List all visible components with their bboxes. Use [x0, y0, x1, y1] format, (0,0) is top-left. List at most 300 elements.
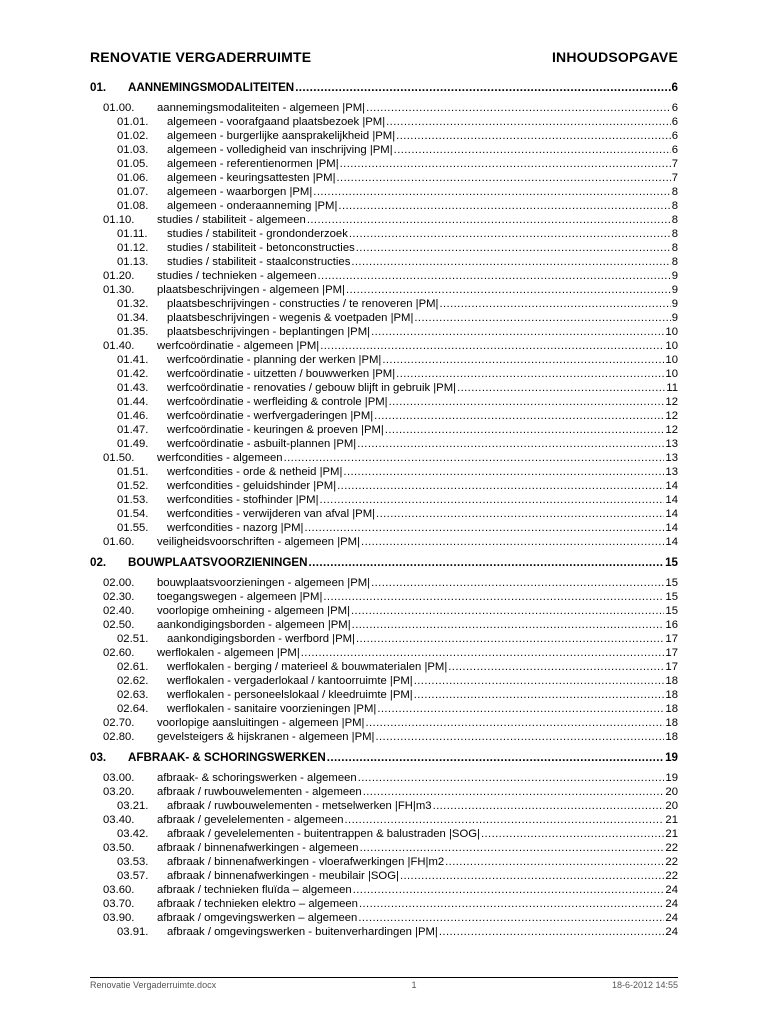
toc-entry[interactable]	[90, 171, 678, 185]
toc-entry[interactable]	[90, 702, 678, 716]
toc-leader-dots	[448, 660, 664, 674]
toc-entry-number: 02.63.	[117, 689, 149, 701]
toc-entry-page: 6	[671, 81, 678, 94]
toc-entry-title: afbraak / ruwbouwelementen - algemeen	[157, 786, 362, 798]
toc-entry[interactable]	[90, 101, 678, 115]
toc-entry-number: 01.49.	[117, 438, 149, 450]
toc-entry-title: voorlopige omheining - algemeen |PM|	[157, 605, 351, 617]
toc-entry-page: 12	[665, 396, 678, 408]
toc-leader-dots	[374, 409, 664, 423]
toc-entry-page: 6	[671, 102, 678, 114]
toc-entry-number: 01.46.	[117, 410, 149, 422]
toc-entry-number: 01.08.	[117, 200, 149, 212]
toc-entry-title: werflokalen - personeelslokaal / kleedruimte |PM|	[167, 689, 413, 701]
toc-entry[interactable]	[90, 479, 678, 493]
toc-entry-number: 01.44.	[117, 396, 149, 408]
toc-entry-page: 24	[665, 912, 678, 924]
toc-chapter-entry[interactable]	[90, 555, 678, 571]
document-title: RENOVATIE VERGADERRUIMTE	[90, 49, 312, 65]
toc-leader-dots	[375, 730, 664, 744]
toc-entry[interactable]	[90, 283, 678, 297]
toc-entry-page: 8	[671, 186, 678, 198]
toc-entry-page: 18	[665, 689, 678, 701]
toc-leader-dots	[386, 115, 671, 129]
toc-entry[interactable]	[90, 409, 678, 423]
toc-entry-title: algemeen - keuringsattesten |PM|	[167, 172, 336, 184]
toc-entry-page: 10	[665, 340, 678, 352]
toc-entry-page: 17	[665, 647, 678, 659]
toc-leader-dots	[394, 143, 671, 157]
toc-entry[interactable]	[90, 311, 678, 325]
toc-leader-dots	[400, 869, 664, 883]
toc-entry-number: 01.02.	[117, 130, 149, 142]
toc-entry-title: algemeen - onderaanneming |PM|	[167, 200, 338, 212]
toc-leader-dots	[295, 80, 670, 96]
toc-entry-title: afbraak / omgevingswerken - buitenverhardingen |PM|	[167, 926, 438, 938]
toc-leader-dots	[365, 716, 664, 730]
toc-entry-page: 24	[665, 884, 678, 896]
toc-entry[interactable]	[90, 241, 678, 255]
toc-entry[interactable]	[90, 827, 678, 841]
toc-entry-number: 01.10.	[103, 214, 135, 226]
toc-chapter-entry[interactable]	[90, 750, 678, 766]
toc-leader-dots	[366, 101, 671, 115]
toc-entry[interactable]	[90, 353, 678, 367]
toc-leader-dots	[323, 590, 664, 604]
toc-entry-title: werfcoördinatie - keuringen & proeven |PM|	[167, 424, 384, 436]
toc-entry-page: 18	[665, 703, 678, 715]
toc-entry-number: 01.60.	[103, 536, 135, 548]
toc-entry-title: algemeen - voorafgaand plaatsbezoek |PM|	[167, 116, 386, 128]
toc-entry-title: werfcoördinatie - werfvergaderingen |PM|	[167, 410, 374, 422]
toc-entry-page: 10	[665, 368, 678, 380]
toc-entry[interactable]	[90, 129, 678, 143]
toc-entry[interactable]	[90, 367, 678, 381]
toc-entry-title: werflokalen - berging / materieel & bouwmaterialen |PM|	[167, 661, 448, 673]
toc-entry[interactable]	[90, 604, 678, 618]
toc-entry-title: werflokalen - algemeen |PM|	[157, 647, 300, 659]
toc-leader-dots	[352, 618, 665, 632]
toc-leader-dots	[337, 479, 664, 493]
toc-entry-page: 8	[671, 256, 678, 268]
toc-leader-dots	[371, 325, 664, 339]
toc-entry-title: werfcoördinatie - asbuilt-plannen |PM|	[167, 438, 357, 450]
toc-entry-number: 03.42.	[117, 828, 149, 840]
toc-entry-title: afbraak / technieken fluïda – algemeen	[157, 884, 352, 896]
toc-entry-page: 9	[671, 270, 678, 282]
toc-entry[interactable]	[90, 841, 678, 855]
toc-entry[interactable]	[90, 437, 678, 451]
toc-entry-title: afbraak / ruwbouwelementen - metselwerken |FH|m3	[167, 800, 432, 812]
toc-entry-title: gevelsteigers & hijskranen - algemeen |PM|	[157, 731, 375, 743]
document-footer	[90, 980, 678, 990]
toc-entry-page: 14	[665, 522, 678, 534]
toc-entry[interactable]	[90, 799, 678, 813]
toc-entry[interactable]	[90, 269, 678, 283]
toc-entry-page: 7	[671, 158, 678, 170]
toc-entry-number: 01.03.	[117, 144, 149, 156]
toc-leader-dots	[445, 855, 664, 869]
toc-entry[interactable]	[90, 325, 678, 339]
toc-entry-page: 22	[665, 870, 678, 882]
toc-entry-page: 14	[665, 536, 678, 548]
toc-leader-dots	[346, 283, 671, 297]
toc-entry-title: algemeen - burgerlijke aansprakelijkheid |PM|	[167, 130, 396, 142]
toc-entry-title: werfcoördinatie - algemeen |PM|	[157, 340, 320, 352]
toc-leader-dots	[358, 771, 665, 785]
toc-entry[interactable]	[90, 493, 678, 507]
toc-leader-dots	[481, 827, 664, 841]
toc-entry[interactable]	[90, 227, 678, 241]
toc-entry-number: 01.40.	[103, 340, 135, 352]
toc-leader-dots	[320, 493, 665, 507]
toc-entry-page: 24	[665, 926, 678, 938]
toc-entry-page: 20	[665, 786, 678, 798]
toc-entry-title: toegangswegen - algemeen |PM|	[157, 591, 323, 603]
toc-entry-number: 01.07.	[117, 186, 149, 198]
document-header	[90, 49, 678, 69]
toc-leader-dots	[439, 925, 665, 939]
toc-entry[interactable]	[90, 297, 678, 311]
toc-entry-number: 01.54.	[117, 508, 149, 520]
toc-entry[interactable]	[90, 576, 678, 590]
toc-leader-dots	[309, 555, 665, 571]
toc-entry[interactable]	[90, 143, 678, 157]
toc-leader-dots	[358, 911, 664, 925]
toc-entry-page: 9	[671, 312, 678, 324]
toc-entry-page: 6	[671, 116, 678, 128]
toc-entry-title: AFBRAAK- & SCHORINGSWERKEN	[128, 751, 326, 764]
toc-entry-number: 03.91.	[117, 926, 149, 938]
toc-leader-dots	[313, 185, 670, 199]
toc-leader-dots	[439, 297, 670, 311]
toc-entry-number: 01.47.	[117, 424, 149, 436]
toc-leader-dots	[360, 841, 665, 855]
toc-entry-title: afbraak / gevelelementen - buitentrappen & balustraden |SOG|	[167, 828, 480, 840]
toc-entry-title: werfcondities - stofhinder |PM|	[167, 494, 319, 506]
toc-leader-dots	[361, 535, 664, 549]
toc-entry-number: 01.13.	[117, 256, 149, 268]
toc-leader-dots	[414, 674, 665, 688]
toc-entry-page: 19	[665, 751, 678, 764]
toc-leader-dots	[363, 785, 665, 799]
toc-entry-title: veiligheidsvoorschriften - algemeen |PM|	[157, 536, 361, 548]
toc-entry[interactable]	[90, 618, 678, 632]
toc-entry-number: 01.05.	[117, 158, 149, 170]
footer-datetime: 18-6-2012 14:55	[611, 980, 678, 990]
toc-entry-title: voorlopige aansluitingen - algemeen |PM|	[157, 717, 365, 729]
table-of-contents	[90, 80, 678, 939]
toc-entry[interactable]	[90, 813, 678, 827]
toc-entry[interactable]	[90, 674, 678, 688]
toc-entry-number: 01.06.	[117, 172, 149, 184]
toc-entry[interactable]	[90, 395, 678, 409]
toc-entry[interactable]	[90, 716, 678, 730]
toc-leader-dots	[376, 507, 664, 521]
toc-leader-dots	[351, 255, 670, 269]
toc-entry-title: studies / stabiliteit - algemeen	[157, 214, 306, 226]
toc-leader-dots	[385, 423, 665, 437]
toc-entry[interactable]	[90, 897, 678, 911]
toc-leader-dots	[349, 227, 671, 241]
toc-entry-title: studies / stabiliteit - betonconstructies	[167, 242, 355, 254]
toc-leader-dots	[318, 269, 671, 283]
toc-entry-page: 8	[671, 242, 678, 254]
toc-entry-number: 01.41.	[117, 354, 149, 366]
toc-entry-number: 03.90.	[103, 912, 135, 924]
toc-entry-title: algemeen - waarborgen |PM|	[167, 186, 313, 198]
toc-entry[interactable]	[90, 785, 678, 799]
toc-entry-number: 02.40.	[103, 605, 135, 617]
toc-leader-dots	[345, 813, 665, 827]
toc-entry-page: 6	[671, 144, 678, 156]
toc-entry[interactable]	[90, 157, 678, 171]
toc-entry[interactable]	[90, 632, 678, 646]
toc-entry-number: 01.11.	[117, 228, 148, 240]
toc-entry-number: 03.60.	[103, 884, 135, 896]
toc-entry-number: 02.00.	[103, 577, 135, 589]
toc-entry-page: 13	[665, 466, 678, 478]
toc-entry-title: werflokalen - vergaderlokaal / kantoorruimte |PM|	[167, 675, 413, 687]
toc-entry-number: 03.21.	[117, 800, 149, 812]
toc-entry-title: algemeen - referentienormen |PM|	[167, 158, 339, 170]
toc-entry-number: 01.12.	[117, 242, 149, 254]
toc-entry-title: aannemingsmodaliteiten - algemeen |PM|	[157, 102, 366, 114]
toc-leader-dots	[327, 750, 664, 766]
toc-entry-page: 11	[666, 382, 678, 394]
toc-entry-title: afbraak / binnenafwerkingen - meubilair |SOG|	[167, 870, 399, 882]
toc-entry-page: 8	[671, 200, 678, 212]
toc-entry-page: 7	[671, 172, 678, 184]
toc-leader-dots	[396, 129, 671, 143]
toc-entry[interactable]	[90, 911, 678, 925]
toc-entry[interactable]	[90, 213, 678, 227]
toc-entry-number: 02.61.	[117, 661, 149, 673]
toc-entry[interactable]	[90, 451, 678, 465]
toc-entry-page: 18	[665, 675, 678, 687]
toc-leader-dots	[337, 171, 671, 185]
footer-page-number: 1	[411, 980, 417, 990]
toc-entry[interactable]	[90, 660, 678, 674]
toc-entry-page: 13	[665, 438, 678, 450]
toc-entry-page: 21	[665, 814, 678, 826]
toc-entry-title: afbraak- & schoringswerken - algemeen	[157, 772, 357, 784]
toc-leader-dots	[357, 437, 664, 451]
toc-entry-page: 8	[671, 228, 678, 240]
toc-entry-title: bouwplaatsvoorzieningen - algemeen |PM|	[157, 577, 371, 589]
toc-leader-dots	[356, 632, 664, 646]
toc-entry-page: 14	[665, 508, 678, 520]
toc-entry-page: 14	[665, 494, 678, 506]
toc-leader-dots	[301, 646, 665, 660]
toc-entry-title: aankondigingsborden - algemeen |PM|	[157, 619, 351, 631]
toc-entry[interactable]	[90, 115, 678, 129]
toc-entry-number: 03.40.	[103, 814, 135, 826]
toc-entry-number: 01.35.	[117, 326, 149, 338]
toc-entry-number: 02.	[90, 556, 107, 569]
toc-entry-number: 01.42.	[117, 368, 149, 380]
toc-entry-page: 21	[665, 828, 678, 840]
toc-entry-page: 13	[665, 452, 678, 464]
toc-entry-title: werfcondities - orde & netheid |PM|	[167, 466, 343, 478]
toc-entry[interactable]	[90, 869, 678, 883]
toc-entry-number: 02.51.	[117, 633, 149, 645]
toc-entry-number: 03.70.	[103, 898, 135, 910]
toc-entry-number: 01.55.	[117, 522, 149, 534]
toc-entry-number: 02.70.	[103, 717, 135, 729]
toc-entry-title: afbraak / omgevingswerken – algemeen	[157, 912, 358, 924]
toc-entry-number: 03.00.	[103, 772, 135, 784]
toc-entry-number: 03.20.	[103, 786, 135, 798]
toc-entry-page: 15	[665, 591, 678, 603]
toc-entry-number: 01.52.	[117, 480, 149, 492]
toc-leader-dots	[307, 213, 671, 227]
toc-leader-dots	[338, 199, 670, 213]
toc-entry-page: 24	[665, 898, 678, 910]
toc-leader-dots	[343, 465, 664, 479]
toc-entry-page: 16	[665, 619, 678, 631]
toc-entry-title: aankondigingsborden - werfbord |PM|	[167, 633, 355, 645]
toc-entry-title: afbraak / gevelelementen - algemeen	[157, 814, 344, 826]
toc-entry-title: afbraak / technieken elektro – algemeen	[157, 898, 358, 910]
toc-entry-number: 01.53.	[117, 494, 149, 506]
toc-entry-page: 15	[665, 556, 678, 569]
toc-entry-number: 03.53.	[117, 856, 149, 868]
toc-entry-page: 14	[665, 480, 678, 492]
toc-leader-dots	[353, 883, 665, 897]
toc-entry[interactable]	[90, 688, 678, 702]
toc-entry-title: plaatsbeschrijvingen - wegenis & voetpaden |PM|	[167, 312, 414, 324]
toc-leader-dots	[433, 799, 665, 813]
toc-entry[interactable]	[90, 199, 678, 213]
toc-entry-number: 03.57.	[117, 870, 149, 882]
toc-entry-title: plaatsbeschrijvingen - constructies / te renoveren |PM|	[167, 298, 439, 310]
toc-entry-title: werfcoördinatie - werfleiding & controle |PM|	[167, 396, 388, 408]
toc-entry-title: werfcoördinatie - planning der werken |PM|	[167, 354, 382, 366]
toc-leader-dots	[304, 521, 664, 535]
toc-entry-title: algemeen - volledigheid van inschrijving |PM|	[167, 144, 393, 156]
toc-entry[interactable]	[90, 185, 678, 199]
toc-entry-title: studies / stabiliteit - staalconstructies	[167, 256, 351, 268]
toc-entry-page: 6	[671, 130, 678, 142]
toc-entry-number: 02.60.	[103, 647, 135, 659]
toc-entry-page: 15	[665, 577, 678, 589]
toc-entry-page: 12	[665, 410, 678, 422]
toc-entry-number: 02.62.	[117, 675, 149, 687]
toc-entry-title: werfcondities - nazorg |PM|	[167, 522, 304, 534]
toc-entry-page: 8	[671, 214, 678, 226]
toc-entry-number: 01.00.	[103, 102, 135, 114]
toc-entry-title: AANNEMINGSMODALITEITEN	[128, 81, 295, 94]
toc-entry-title: werflokalen - sanitaire voorzieningen |PM|	[167, 703, 377, 715]
toc-entry-title: plaatsbeschrijvingen - beplantingen |PM|	[167, 326, 371, 338]
toc-chapter-entry[interactable]	[90, 80, 678, 96]
toc-entry-number: 01.32.	[117, 298, 149, 310]
toc-entry-number: 01.20.	[103, 270, 135, 282]
toc-entry-page: 22	[665, 856, 678, 868]
toc-entry[interactable]	[90, 883, 678, 897]
toc-leader-dots	[320, 339, 664, 353]
toc-entry[interactable]	[90, 590, 678, 604]
toc-entry-number: 01.	[90, 81, 107, 94]
section-title: INHOUDSOPGAVE	[551, 49, 678, 65]
toc-entry-number: 01.43.	[117, 382, 149, 394]
toc-leader-dots	[340, 157, 671, 171]
toc-entry-title: BOUWPLAATSVOORZIENINGEN	[128, 556, 308, 569]
toc-entry-page: 20	[665, 800, 678, 812]
toc-entry-title: studies / stabiliteit - grondonderzoek	[167, 228, 348, 240]
toc-entry[interactable]	[90, 646, 678, 660]
toc-leader-dots	[371, 576, 664, 590]
toc-entry-page: 19	[665, 772, 678, 784]
toc-entry[interactable]	[90, 423, 678, 437]
toc-entry-number: 01.51.	[117, 466, 149, 478]
footer-filename: Renovatie Vergaderruimte.docx	[90, 980, 217, 990]
toc-entry-title: studies / technieken - algemeen	[157, 270, 317, 282]
toc-leader-dots	[351, 604, 664, 618]
toc-entry-page: 17	[665, 633, 678, 645]
toc-entry-title: afbraak / binnenafwerkingen - algemeen	[157, 842, 359, 854]
toc-entry-number: 02.30.	[103, 591, 135, 603]
toc-entry-page: 17	[665, 661, 678, 673]
toc-leader-dots	[414, 311, 670, 325]
toc-entry-title: werfcoördinatie - uitzetten / bouwwerken |PM|	[167, 368, 396, 380]
toc-leader-dots	[382, 353, 664, 367]
toc-leader-dots	[377, 702, 664, 716]
toc-entry-page: 22	[665, 842, 678, 854]
toc-entry-title: plaatsbeschrijvingen - algemeen |PM|	[157, 284, 345, 296]
toc-entry-number: 01.34.	[117, 312, 149, 324]
toc-entry[interactable]	[90, 925, 678, 939]
toc-entry-page: 10	[665, 326, 678, 338]
toc-entry[interactable]	[90, 521, 678, 535]
toc-leader-dots	[389, 395, 665, 409]
toc-entry-page: 15	[665, 605, 678, 617]
toc-entry[interactable]	[90, 730, 678, 744]
toc-entry-number: 01.01.	[117, 116, 149, 128]
toc-leader-dots	[396, 367, 664, 381]
toc-entry[interactable]	[90, 507, 678, 521]
toc-entry[interactable]	[90, 771, 678, 785]
toc-entry-page: 9	[671, 298, 678, 310]
toc-entry-number: 02.80.	[103, 731, 135, 743]
toc-entry-page: 10	[665, 354, 678, 366]
toc-entry-title: werfcondities - algemeen	[157, 452, 283, 464]
toc-entry[interactable]	[90, 855, 678, 869]
toc-entry-number: 03.	[90, 751, 107, 764]
toc-entry[interactable]	[90, 381, 678, 395]
toc-entry-number: 01.30.	[103, 284, 135, 296]
toc-entry-page: 18	[665, 731, 678, 743]
toc-entry-page: 18	[665, 717, 678, 729]
toc-leader-dots	[359, 897, 664, 911]
toc-entry[interactable]	[90, 339, 678, 353]
toc-entry-title: werfcondities - verwijderen van afval |PM|	[167, 508, 376, 520]
footer-divider	[90, 977, 678, 978]
toc-leader-dots	[457, 381, 665, 395]
toc-entry-number: 02.64.	[117, 703, 149, 715]
toc-entry[interactable]	[90, 535, 678, 549]
toc-leader-dots	[356, 241, 671, 255]
toc-entry[interactable]	[90, 465, 678, 479]
toc-entry-number: 01.50.	[103, 452, 135, 464]
toc-entry-page: 9	[671, 284, 678, 296]
toc-leader-dots	[284, 451, 665, 465]
toc-entry-title: werfcondities - geluidshinder |PM|	[167, 480, 337, 492]
toc-entry-number: 02.50.	[103, 619, 135, 631]
toc-leader-dots	[414, 688, 665, 702]
toc-entry[interactable]	[90, 255, 678, 269]
